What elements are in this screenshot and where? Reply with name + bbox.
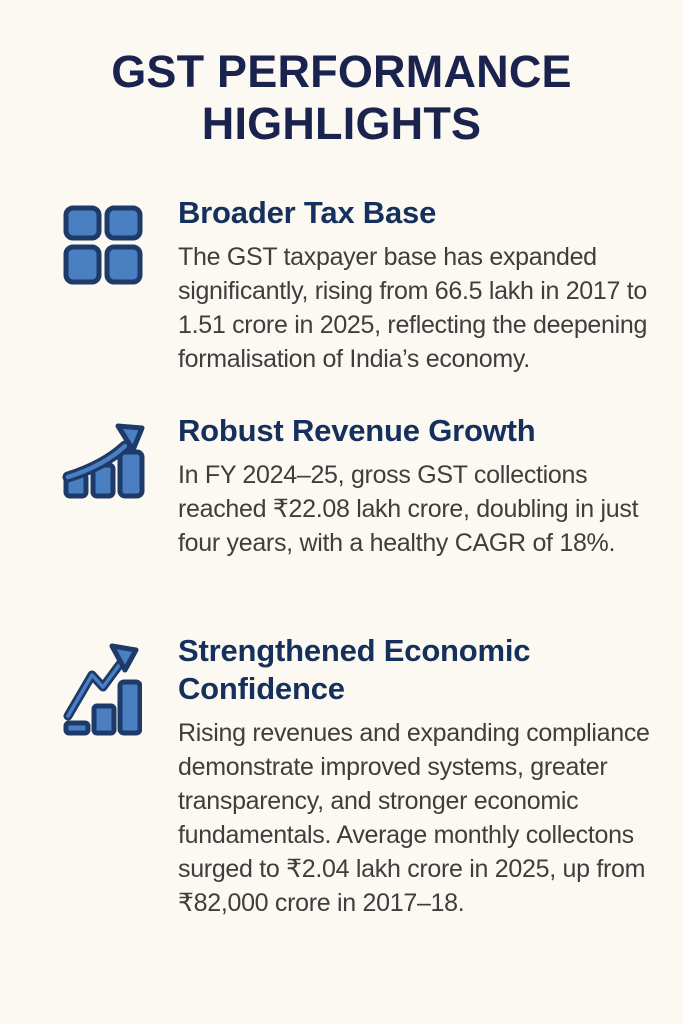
section-body: Rising revenues and expanding compliance demonstrate improved systems, greater transparency, and stronger economic fundamentals. Average monthly collectons surged to ₹2.04 lakh crore in 2025, up from ₹82,000 crore in 2017–18. bbox=[178, 719, 650, 917]
section-body: The GST taxpayer base has expanded significantly, rising from 66.5 lakh in 2017 to 1.51 crore in 2025, reflecting the deepening formalisation of India’s economy. bbox=[178, 243, 648, 373]
section-icon-cell bbox=[62, 194, 178, 376]
grid-icon bbox=[62, 204, 144, 286]
bar-chart-growth-icon bbox=[62, 422, 146, 500]
section-broader-tax-base bbox=[62, 194, 672, 376]
section-text bbox=[178, 194, 672, 376]
section-strengthened-economic-confidence bbox=[62, 632, 672, 920]
section-text bbox=[178, 412, 672, 560]
section-robust-revenue-growth bbox=[62, 412, 672, 560]
section-text bbox=[178, 632, 672, 920]
section-icon-cell bbox=[62, 632, 178, 920]
section-heading: Broader Tax Base bbox=[178, 195, 437, 230]
section-heading: Robust Revenue Growth bbox=[178, 413, 536, 448]
section-heading: Strengthened Economic Confidence bbox=[178, 633, 531, 706]
section-body: In FY 2024–25, gross GST collections reached ₹22.08 lakh crore, doubling in just four years, with a healthy CAGR of 18%. bbox=[178, 461, 639, 557]
line-chart-growth-icon bbox=[62, 642, 142, 736]
page-title: GST PERFORMANCE HIGHLIGHTS bbox=[111, 46, 572, 149]
section-icon-cell bbox=[62, 412, 178, 560]
